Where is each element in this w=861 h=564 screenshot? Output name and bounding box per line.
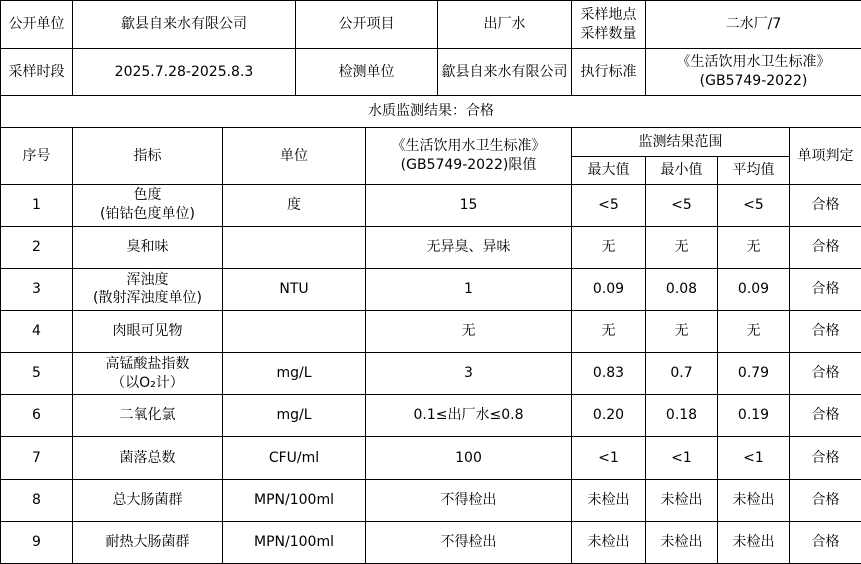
col-header-range-group: 监测结果范围 [572,128,790,156]
column-header-row [1,128,861,156]
indicator-line1: 肉眼可见物 [112,323,183,340]
cell-limit: 无 [366,311,572,353]
sampling-site-label-line2: 采样数量 [580,25,637,42]
cell-indicator [73,184,223,226]
cell-max: 0.20 [572,395,646,437]
cell-unit: NTU [223,268,366,310]
cell-max: 0.83 [572,353,646,395]
col-header-no: 序号 [1,128,73,184]
indicator-line2: (铂钴色度单位) [100,206,195,223]
indicator-line1: 菌落总数 [119,449,176,466]
cell-avg: <5 [718,184,790,226]
indicator-line1: 高锰酸盐指数 [105,355,190,372]
info-row-2 [1,49,861,96]
col-header-judgment: 单项判定 [790,128,861,184]
cell-avg: 未检出 [718,521,790,563]
cell-min: 未检出 [646,479,718,521]
cell-avg: 无 [718,226,790,268]
cell-min: 0.08 [646,268,718,310]
cell-no: 6 [1,395,73,437]
public-unit-value: 歙县自来水有限公司 [73,1,296,49]
cell-max: <1 [572,437,646,479]
info-row-1 [1,1,861,49]
table-row [1,479,861,521]
table-row [1,521,861,563]
cell-max: 未检出 [572,479,646,521]
indicator-line1: 浑浊度 [126,271,169,288]
cell-limit: 不得检出 [366,521,572,563]
sampling-period-value: 2025.7.28-2025.8.3 [73,49,296,96]
cell-avg: 0.19 [718,395,790,437]
cell-no: 1 [1,184,73,226]
cell-limit: 无异臭、异味 [366,226,572,268]
cell-min: 0.7 [646,353,718,395]
cell-judgment: 合格 [790,521,861,563]
table-row [1,226,861,268]
table-row [1,268,861,310]
table-row [1,184,861,226]
col-header-min: 最小值 [646,156,718,184]
indicator-line1: 总大肠菌群 [112,491,183,508]
cell-judgment: 合格 [790,184,861,226]
cell-unit: MPN/100ml [223,521,366,563]
testing-unit-value: 歙县自来水有限公司 [438,49,572,96]
cell-limit: 不得检出 [366,479,572,521]
cell-max: 未检出 [572,521,646,563]
indicator-line1: 色度 [133,187,162,204]
cell-no: 7 [1,437,73,479]
cell-min: 0.18 [646,395,718,437]
cell-min: <1 [646,437,718,479]
cell-min: 无 [646,226,718,268]
sampling-site-value: 二水厂/7 [646,1,861,49]
col-header-limit-line2: (GB5749-2022)限值 [400,157,537,174]
sampling-site-label [572,1,646,49]
cell-limit: 15 [366,184,572,226]
sampling-period-label: 采样时段 [1,49,73,96]
cell-indicator [73,311,223,353]
public-unit-label: 公开单位 [1,1,73,49]
col-header-limit-line1: 《生活饮用水卫生标准》 [391,138,546,155]
cell-indicator [73,226,223,268]
cell-unit [223,311,366,353]
cell-unit: MPN/100ml [223,479,366,521]
cell-max: <5 [572,184,646,226]
table-row [1,395,861,437]
cell-indicator [73,521,223,563]
cell-no: 4 [1,311,73,353]
cell-judgment: 合格 [790,437,861,479]
public-project-value: 出厂水 [438,1,572,49]
cell-no: 5 [1,353,73,395]
cell-avg: <1 [718,437,790,479]
standard-value-line1: 《生活饮用水卫生标准》 [676,54,831,71]
cell-judgment: 合格 [790,353,861,395]
standard-value-line2: (GB5749-2022) [699,73,808,90]
cell-avg: 0.79 [718,353,790,395]
standard-label: 执行标准 [572,49,646,96]
cell-limit: 3 [366,353,572,395]
cell-indicator [73,268,223,310]
cell-max: 无 [572,226,646,268]
cell-indicator [73,395,223,437]
col-header-max: 最大值 [572,156,646,184]
table-row [1,353,861,395]
cell-max: 无 [572,311,646,353]
table-row [1,311,861,353]
indicator-line2: （以O₂计） [111,374,184,391]
standard-value [646,49,861,96]
table-row [1,437,861,479]
col-header-limit [366,128,572,184]
cell-indicator [73,437,223,479]
cell-limit: 100 [366,437,572,479]
cell-unit: mg/L [223,353,366,395]
indicator-line1: 二氧化氯 [119,407,176,424]
result-banner-row [1,96,861,128]
cell-limit: 0.1≤出厂水≤0.8 [366,395,572,437]
cell-avg: 无 [718,311,790,353]
cell-no: 8 [1,479,73,521]
testing-unit-label: 检测单位 [296,49,438,96]
cell-indicator [73,353,223,395]
cell-judgment: 合格 [790,395,861,437]
col-header-avg: 平均值 [718,156,790,184]
cell-unit: CFU/ml [223,437,366,479]
cell-limit: 1 [366,268,572,310]
cell-no: 3 [1,268,73,310]
cell-unit [223,226,366,268]
cell-min: 无 [646,311,718,353]
cell-min: <5 [646,184,718,226]
result-banner: 水质监测结果：合格 [1,96,861,128]
cell-no: 2 [1,226,73,268]
cell-judgment: 合格 [790,311,861,353]
indicator-line2: (散射浑浊度单位) [93,290,202,307]
indicator-line1: 臭和味 [126,238,169,255]
cell-avg: 未检出 [718,479,790,521]
cell-avg: 0.09 [718,268,790,310]
sampling-site-label-line1: 采样地点 [580,6,637,23]
col-header-indicator: 指标 [73,128,223,184]
cell-min: 未检出 [646,521,718,563]
indicator-line1: 耐热大肠菌群 [105,533,190,550]
cell-unit: mg/L [223,395,366,437]
cell-judgment: 合格 [790,479,861,521]
cell-unit: 度 [223,184,366,226]
cell-no: 9 [1,521,73,563]
cell-judgment: 合格 [790,226,861,268]
cell-max: 0.09 [572,268,646,310]
public-project-label: 公开项目 [296,1,438,49]
cell-judgment: 合格 [790,268,861,310]
cell-indicator [73,479,223,521]
col-header-unit: 单位 [223,128,366,184]
